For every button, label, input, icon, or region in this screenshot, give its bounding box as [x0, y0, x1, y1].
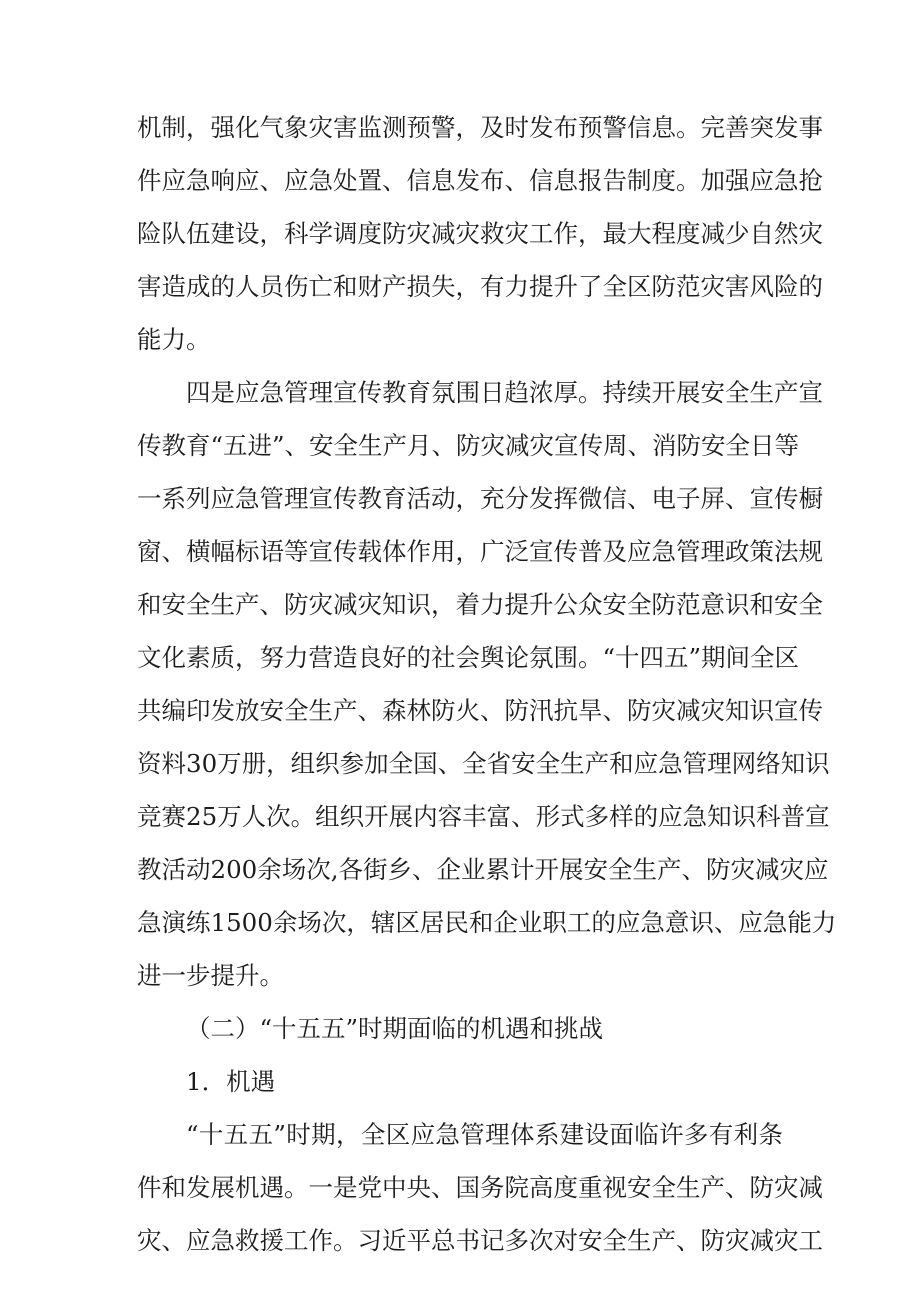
- text-line-10: 和安全生产、防灾减灾知识，着力提升公众安全防范意识和安全: [137, 590, 823, 619]
- text-line-15: 教活动200余场次,各街乡、企业累计开展安全生产、防灾减灾应: [137, 855, 829, 884]
- text-line-4: 害造成的人员伤亡和财产损失，有力提升了全区防范灾害风险的: [137, 272, 823, 301]
- text-line-21: 件和发展机遇。一是党中央、国务院高度重视安全生产、防灾减: [137, 1173, 823, 1202]
- text-line-16: 急演练1500余场次，辖区居民和企业职工的应急意识、应急能力: [137, 908, 837, 937]
- text-line-8: 一系列应急管理宣传教育活动，充分发挥微信、电子屏、宣传橱: [137, 484, 823, 513]
- text-line-11: 文化素质，努力营造良好的社会舆论氛围。“十四五”期间全区: [137, 643, 800, 672]
- text-line-20: “十五五”时期，全区应急管理体系建设面临许多有利条: [186, 1120, 783, 1149]
- text-line-9: 窗、横幅标语等宣传载体作用，广泛宣传普及应急管理政策法规: [137, 537, 823, 566]
- text-line-3: 险队伍建设，科学调度防灾减灾救灾工作，最大程度减少自然灾: [137, 219, 823, 248]
- text-line-2: 件应急响应、应急处置、信息发布、信息报告制度。加强应急抢: [137, 166, 823, 195]
- text-line-7: 传教育“五进”、安全生产月、防灾减灾宣传周、消防安全日等: [137, 431, 800, 460]
- text-line-14: 竞赛25万人次。组织开展内容丰富、形式多样的应急知识科普宣: [137, 802, 830, 831]
- text-line-1: 机制，强化气象灾害监测预警，及时发布预警信息。完善突发事: [137, 113, 823, 142]
- subsection-heading: 1．机遇: [186, 1067, 276, 1096]
- text-line-13: 资料30万册，组织参加全国、全省安全生产和应急管理网络知识: [137, 749, 830, 778]
- text-line-6: 四是应急管理宣传教育氛围日趋浓厚。持续开展安全生产宣: [186, 378, 823, 407]
- text-line-5: 能力。: [137, 325, 211, 354]
- text-line-17: 进一步提升。: [137, 961, 284, 990]
- text-line-12: 共编印发放安全生产、森林防火、防汛抗旱、防灾减灾知识宣传: [137, 696, 823, 725]
- text-line-22: 灾、应急救援工作。习近平总书记多次对安全生产、防灾减灾工: [137, 1226, 823, 1255]
- section-heading: （二）“十五五”时期面临的机遇和挑战: [186, 1014, 604, 1043]
